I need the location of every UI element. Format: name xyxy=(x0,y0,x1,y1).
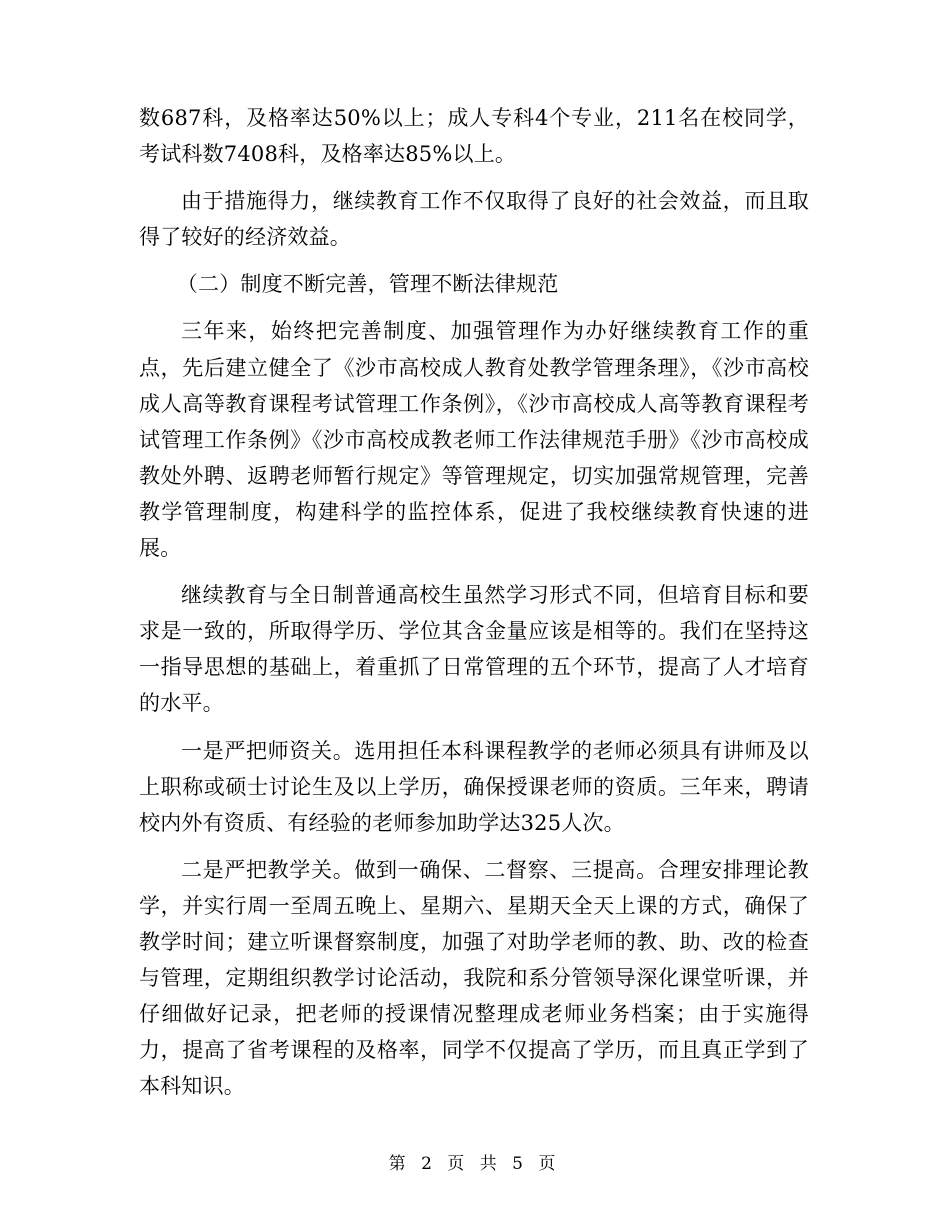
footer-label-page: 页 xyxy=(447,1154,465,1174)
paragraph-teaching-quality: 二是严把教学关。做到一确保、二督察、三提高。合理安排理论教学，并实行周一至周五晚上、星期六、星期天全天上课的方式，确保了教学时间；建立听课督察制度，加强了对助学老师的教、助、改的检查与管理，定期组织教学讨论活动，我院和系分管领导深化课堂听课，并仔细做好记录，把老师的授课情况整理成老师业务档案；由于实施得力，提高了省考课程的及格率，同学不仅提高了学历，而且真正学到了本科知识。 xyxy=(139,857,809,1099)
footer-total-pages: 5 xyxy=(512,1154,523,1174)
footer-current-page: 2 xyxy=(421,1154,432,1174)
paragraph-teacher-qualification: 一是严把师资关。选用担任本科课程教学的老师必须具有讲师及以上职称或硕士讨论生及以上学历，确保授课老师的资质。三年来，聘请校内外有资质、有经验的老师参加助学达325人次。 xyxy=(139,738,809,835)
document-body xyxy=(139,100,809,1115)
paragraph-regulations: 三年来，始终把完善制度、加强管理作为办好继续教育工作的重点，先后建立健全了《沙市高校成人教育处教学管理条理》，《沙市高校成人高等教育课程考试管理工作条例》，《沙市高校成人高等教育课程考试管理工作条例》《沙市高校成教老师工作法律规范手册》《沙市高校成教处外聘、返聘老师暂行规定》等管理规定，切实加强常规管理，完善教学管理制度，构建科学的监控体系，促进了我校继续教育快速的进展。 xyxy=(139,319,809,561)
paragraph-benefits: 由于措施得力，继续教育工作不仅取得了良好的社会效益，而且取得了较好的经济效益。 xyxy=(139,189,809,250)
section-heading: （二）制度不断完善，管理不断法律规范 xyxy=(176,272,559,297)
footer-label-total: 共 xyxy=(479,1154,497,1174)
footer-label-prefix: 第 xyxy=(388,1154,406,1174)
paragraph-continuation: 数687科，及格率达50%以上；成人专科4个专业，211名在校同学，考试科数7408科，及格率达85%以上。 xyxy=(139,106,809,167)
paragraph-management-principle: 继续教育与全日制普通高校生虽然学习形式不同，但培育目标和要求是一致的，所取得学历、学位其含金量应该是相等的。我们在坚持这一指导思想的基础上，着重抓了日常管理的五个环节，提高了人才培育的水平。 xyxy=(139,583,809,716)
footer-label-suffix: 页 xyxy=(538,1154,556,1174)
page-footer xyxy=(0,1149,950,1174)
